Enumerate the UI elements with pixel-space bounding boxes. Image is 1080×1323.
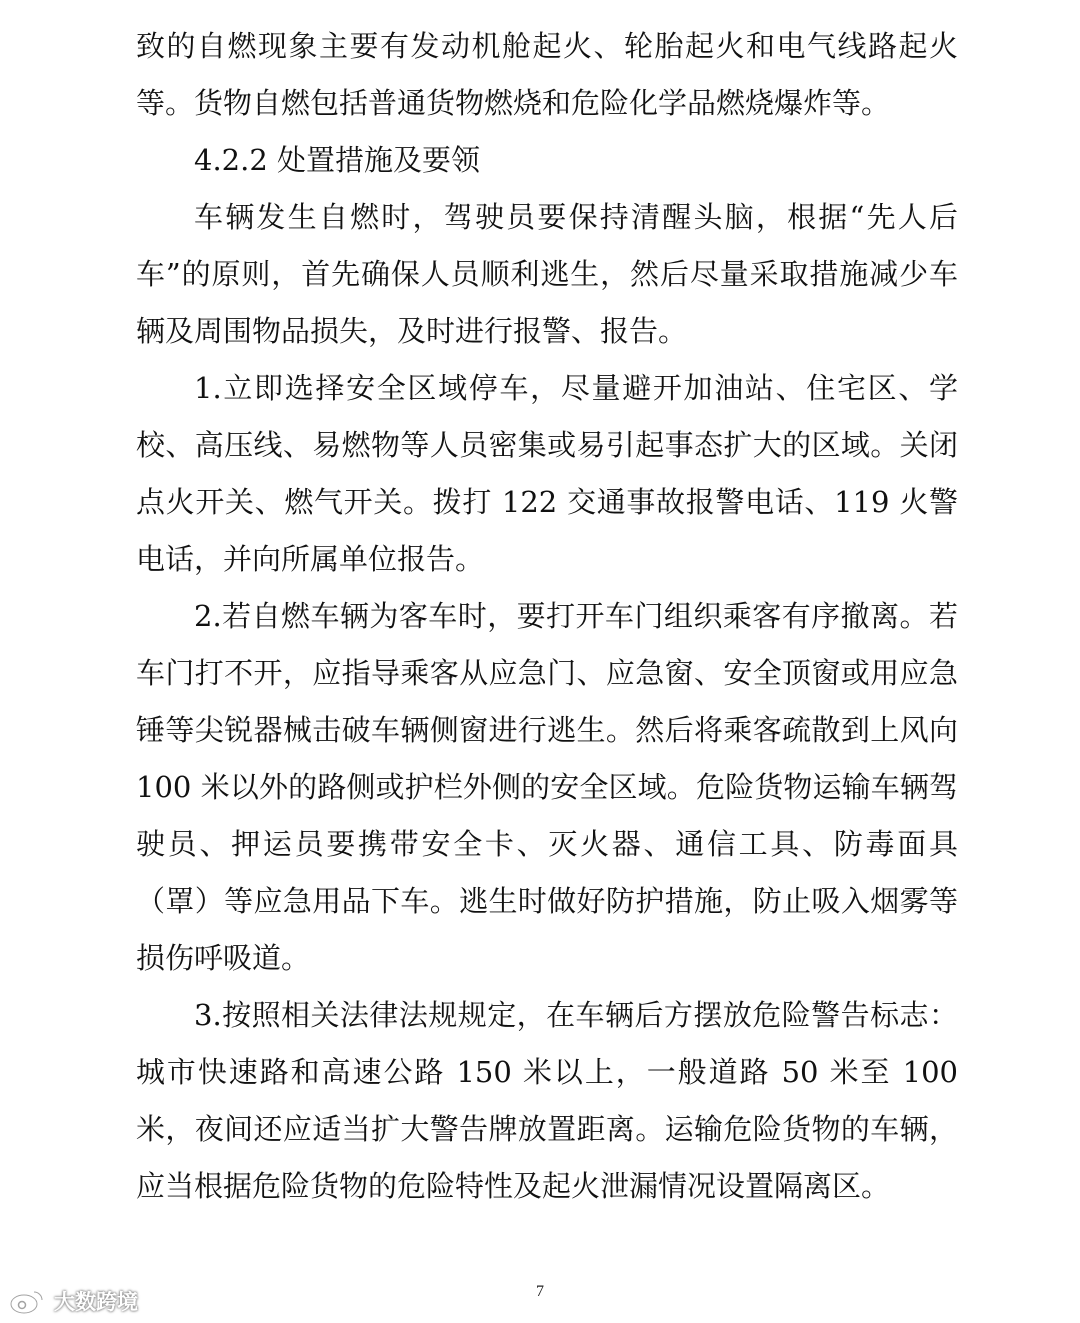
- watermark: [8, 1283, 138, 1319]
- paragraph-continuation: 致的自燃现象主要有发动机舱起火、轮胎起火和电气线路起火等。货物自燃包括普通货物燃烧和危险化学品燃烧爆炸等。: [136, 29, 958, 120]
- watermark-text: 大数跨境: [54, 1290, 138, 1314]
- paragraph-intro: 车辆发生自燃时，驾驶员要保持清醒头脑，根据“先人后车”的原则，首先确保人员顺利逃生，然后尽量采取措施减少车辆及周围物品损失，及时进行报警、报告。: [136, 200, 958, 348]
- paragraph-step-3: 3.按照相关法律法规规定，在车辆后方摆放危险警告标志：城市快速路和高速公路 150 米以上，一般道路 50 米至 100 米，夜间还应适当扩大警告牌放置距离。运输危险货物的车辆，应当根据危险货物的危险特性及起火泄漏情况设置隔离区。: [136, 998, 958, 1203]
- paragraph-step-2: 2.若自燃车辆为客车时，要打开车门组织乘客有序撤离。若车门打不开，应指导乘客从应急门、应急窗、安全顶窗或用应急锤等尖锐器械击破车辆侧窗进行逃生。然后将乘客疏散到上风向100 米以外的路侧或护栏外侧的安全区域。危险货物运输车辆驾驶员、押运员要携带安全卡、灭火器、通信工具、防毒面具（罩）等应急用品下车。逃生时做好防护措施，防止吸入烟雾等损伤呼吸道。: [136, 599, 958, 975]
- page-number: 7: [536, 1283, 544, 1300]
- paragraph-step-1: 1.立即选择安全区域停车，尽量避开加油站、住宅区、学校、高压线、易燃物等人员密集或易引起事态扩大的区域。关闭点火开关、燃气开关。拨打 122 交通事故报警电话、119 火警电话，并向所属单位报告。: [136, 371, 958, 576]
- section-heading: 4.2.2 处置措施及要领: [194, 143, 481, 177]
- weibo-logo-icon: [8, 1286, 48, 1316]
- document-body: [136, 18, 958, 1215]
